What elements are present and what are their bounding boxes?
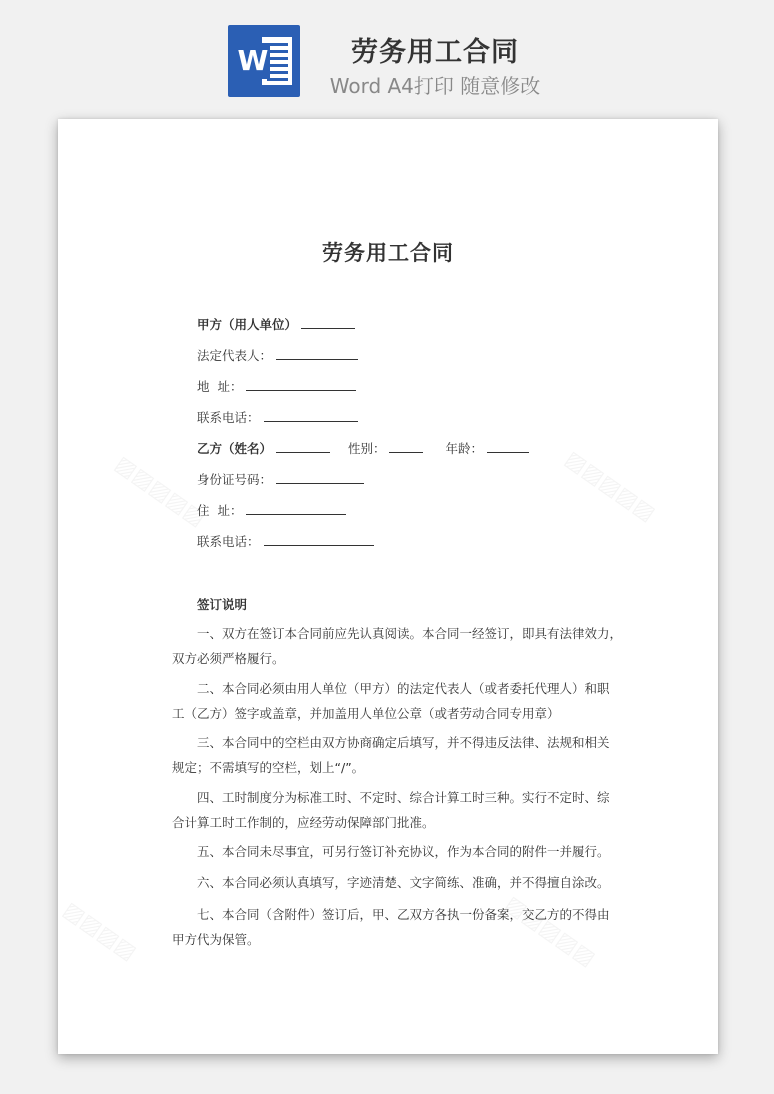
blank-line[interactable] bbox=[246, 501, 346, 515]
paragraph-line: 一、双方在签订本合同前应先认真阅读。本合同一经签订，即具有法律效力， bbox=[197, 626, 623, 641]
paragraph bbox=[172, 676, 610, 726]
blank-line[interactable] bbox=[389, 439, 423, 453]
paragraph-line: 双方必须严格履行。 bbox=[172, 651, 285, 666]
party-b-id-field bbox=[197, 470, 364, 489]
paragraph-line: 工（乙方）签字或盖章，并加盖用人单位公章（或者劳动合同专用章） bbox=[172, 706, 560, 721]
paragraph-line: 三、本合同中的空栏由双方协商确定后填写，并不得违反法律、法规和相关 bbox=[197, 735, 610, 750]
paragraph-line: 七、本合同（含附件）签订后，甲、乙双方各执一份备案，交乙方的不得由 bbox=[197, 907, 610, 922]
paragraph-line: 甲方代为保管。 bbox=[172, 932, 260, 947]
blank-line[interactable] bbox=[276, 439, 330, 453]
word-icon bbox=[228, 25, 300, 97]
paragraph-line: 四、工时制度分为标准工时、不定时、综合计算工时三种。实行不定时、综 bbox=[197, 790, 610, 805]
party-a-phone-field bbox=[197, 408, 358, 427]
header bbox=[0, 0, 774, 110]
party-b-name-label: 乙方（姓名） bbox=[197, 441, 273, 456]
blank-line[interactable] bbox=[264, 408, 358, 422]
blank-line[interactable] bbox=[276, 346, 358, 360]
watermark bbox=[110, 451, 209, 531]
party-b-gender-label: 性别： bbox=[347, 441, 386, 456]
party-b-phone-label: 联系电话： bbox=[197, 534, 260, 549]
section-title: 签订说明 bbox=[197, 597, 248, 612]
party-a-address-field bbox=[197, 377, 356, 396]
party-b-age-label: 年龄： bbox=[445, 441, 483, 456]
document-page bbox=[58, 119, 718, 1054]
paragraph-line: 五、本合同未尽事宜，可另行签订补充协议，作为本合同的附件一并履行。 bbox=[197, 844, 610, 859]
party-a-name-label: 甲方（用人单位） bbox=[197, 317, 298, 332]
paragraph bbox=[172, 730, 610, 780]
paragraph bbox=[172, 785, 610, 835]
blank-line[interactable] bbox=[246, 377, 356, 391]
party-a-address-label: 地 址： bbox=[197, 379, 243, 394]
paragraph-line: 二、本合同必须由用人单位（甲方）的法定代表人（或者委托代理人）和职 bbox=[197, 681, 610, 696]
party-a-rep-label: 法定代表人： bbox=[197, 348, 273, 363]
party-b-phone-field bbox=[197, 532, 374, 551]
header-subtitle: Word A4打印 随意修改 bbox=[329, 74, 541, 98]
word-logo-letter: W bbox=[237, 44, 269, 77]
blank-line[interactable] bbox=[276, 470, 364, 484]
blank-line[interactable] bbox=[487, 439, 529, 453]
party-a-rep-field bbox=[197, 346, 358, 365]
party-a-phone-label: 联系电话： bbox=[197, 410, 260, 425]
paragraph-line: 规定；不需填写的空栏，划上“/”。 bbox=[172, 760, 365, 775]
party-b-id-label: 身份证号码： bbox=[197, 472, 273, 487]
party-b-address-field bbox=[197, 501, 346, 520]
blank-line[interactable] bbox=[264, 532, 374, 546]
paragraph-line: 六、本合同必须认真填写，字迹清楚、文字简练、准确，并不得擅自涂改。 bbox=[197, 875, 610, 890]
blank-line[interactable] bbox=[301, 315, 355, 329]
paragraph bbox=[172, 902, 610, 952]
party-a-name-field bbox=[197, 315, 355, 334]
header-title: 劳务用工合同 bbox=[351, 37, 519, 68]
watermark bbox=[58, 897, 140, 965]
paragraph bbox=[172, 870, 610, 895]
document-title: 劳务用工合同 bbox=[322, 241, 454, 265]
party-b-address-label: 住 址： bbox=[197, 503, 243, 518]
paragraph bbox=[172, 839, 610, 864]
paragraph-line: 合计算工时工作制的，应经劳动保障部门批准。 bbox=[172, 815, 435, 830]
paragraph bbox=[172, 621, 623, 671]
watermark bbox=[560, 446, 659, 526]
party-b-name-field bbox=[197, 439, 529, 458]
